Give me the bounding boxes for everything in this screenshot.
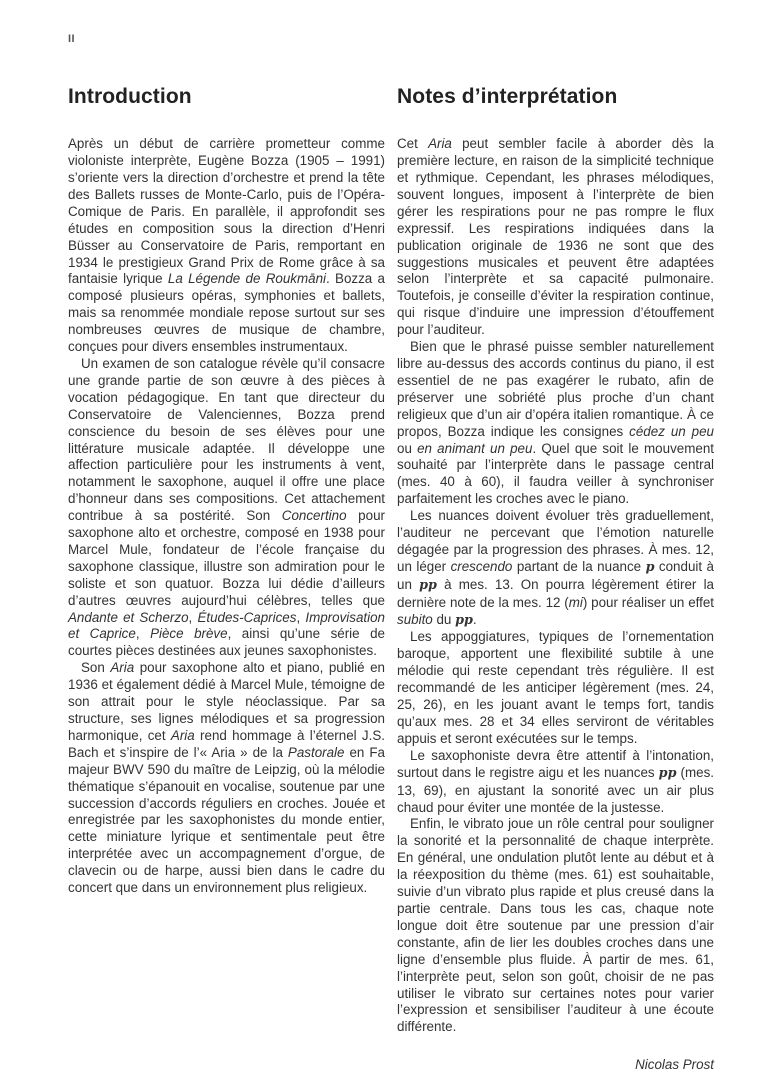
column-notes [397, 84, 714, 1074]
two-column-layout [68, 84, 714, 1074]
page-number: II [68, 33, 76, 45]
column-introduction [68, 84, 385, 1074]
notes-paragraph-4: Les appoggiatures, typiques de l’ornementation baroque, apportent une flexibilité subtile à une mélodie qui reste cependant très régulière. Il est recommandé de les anticiper légèrement (mes. 24, 25, 26), en les jouant avant le temps fort, tandis qu’aux mes. 28 et 34 elles serviront de véritables appuis et seront exécutées sur le temps. [397, 629, 714, 746]
notes-paragraph-5: Le saxophoniste devra être attentif à l’intonation, surtout dans le registre aigu et les nuances pp (mes. 13, 69), en ajustant la sonorité avec un air plus chaud pour éviter une montée de la justesse. [397, 747, 714, 815]
notes-heading: Notes d’interprétation [397, 85, 618, 108]
intro-paragraph-3: Son Aria pour saxophone alto et piano, publié en 1936 et également dédié à Marcel Mule, témoigne de son attrait pour le style néoclassique. Par sa structure, ses lignes mélodiques et sa progression harmonique, cet Aria rend hommage à l’éternel J.S. Bach et s’inspire de l’« Aria » de la Pastorale en Fa majeur BWV 590 du maître de Leipzig, où la mélodie thématique s’épanouit en vocalise, soutenue par une succession d’accords réguliers en croches. Jouée et enregistrée par les saxophonistes du monde entier, cette miniature lyrique et sentimentale peut être interprétée avec un accompagnement d’orgue, de clavecin ou de harpe, aussi bien dans le cadre du concert que dans un environnement plus religieux. [68, 660, 385, 896]
introduction-heading: Introduction [68, 85, 192, 108]
intro-paragraph-2: Un examen de son catalogue révèle qu’il consacre une grande partie de son œuvre à des pièces à vocation pédagogique. En tant que directeur du Conservatoire de Valenciennes, Bozza prend conscience du besoin de ses élèves pour une littérature musicale adaptée. Il développe une affection particulière pour les instruments à vent, notamment le saxophone, auquel il offre une place d’honneur dans ses compositions. Cet attachement contribue à sa postérité. Son Concertino pour saxophone alto et orchestre, composé en 1938 pour Marcel Mule, fondateur de l’école française du saxophone classique, illustre son admiration pour le soliste et son quatuor. Bozza lui dédie d’ailleurs d’autres œuvres aujourd’hui célèbres, telles que Andante et Scherzo, Études-Caprices, Improvisation et Caprice, Pièce brève, ainsi qu’une série de courtes pièces destinées aux jeunes saxophonistes. [68, 355, 386, 659]
notes-paragraph-2: Bien que le phrasé puisse sembler naturellement libre au-dessus des accords continus du piano, il est essentiel de ne pas exagérer le rubato, afin de préserver une sobriété plus proche d’un chant religieux que d’un air d’opéra italien romantique. À ce propos, Bozza indique les consignes cédez un peu ou en animant un peu. Quel que soit le mouvement souhaité par l’interprète dans le passage central (mes. 40 à 60), il faudra veiller à synchroniser parfaitement les croches avec le piano. [397, 339, 714, 507]
notes-paragraph-1: Cet Aria peut sembler facile à aborder dès la première lecture, en raison de la simplicité technique et rythmique. Cependant, les phrases mélodiques, souvent longues, imposent à l’interprète de bien gérer les respirations pour ne pas rompre le flux expressif. Les respirations indiquées dans la publication originale de 1936 ne sont que des suggestions musicales et peuvent être adaptées selon l’interprète et sa capacité pulmonaire. Toutefois, je conseille d’éviter la respiration continue, qui risque d’induire une impression d’étouffement pour l’auditeur. [397, 136, 714, 338]
notes-paragraph-6: Enfin, le vibrato joue un rôle central pour souligner la sonorité et la personnalité de chaque interprète. En général, une ondulation plutôt lente au début et à la réexposition du thème (mes. 61) est souhaitable, suivie d’un vibrato plus rapide et plus creusé dans la partie centrale. Dans tous les cas, chaque note longue doit être soutenue par une pression d’air constante, afin de lier les doubles croches dans une ligne d’ensemble plus fluide. À partir de mes. 61, l’interprète peut, selon son goût, choisir de ne pas utiliser le vibrato sur certaines notes pour varier l’expression et sensibiliser l’auditeur à une écoute différente. [397, 816, 714, 1035]
notes-paragraph-3: Les nuances doivent évoluer très graduellement, l’auditeur ne percevant que l’émotion naturelle dégagée par la progression des phrases. À mes. 12, un léger crescendo partant de la nuance p conduit à un pp à mes. 13. On pourra légèrement étirer la dernière note de la mes. 12 (mi) pour réaliser un effet subito du pp. [397, 508, 715, 628]
intro-paragraph-1: Après un début de carrière prometteur comme violoniste interprète, Eugène Bozza (1905 – 1991) s’oriente vers la direction d’orchestre et prend la tête des Ballets russes de Monte-Carlo, puis de l’Opéra-Comique de Paris. En parallèle, il approfondit ses études en composition sous la direction d’Henri Büsser au Conservatoire de Paris, remportant en 1934 le prestigieux Grand Prix de Rome grâce à sa fantaisie lyrique La Légende de Roukmāni. Bozza a composé plusieurs opéras, symphonies et ballets, mais sa renommée mondiale repose surtout sur ses nombreuses œuvres de musique de chambre, conçues pour divers ensembles instrumentaux. [68, 136, 385, 355]
author-signature: Nicolas Prost [635, 1057, 714, 1073]
